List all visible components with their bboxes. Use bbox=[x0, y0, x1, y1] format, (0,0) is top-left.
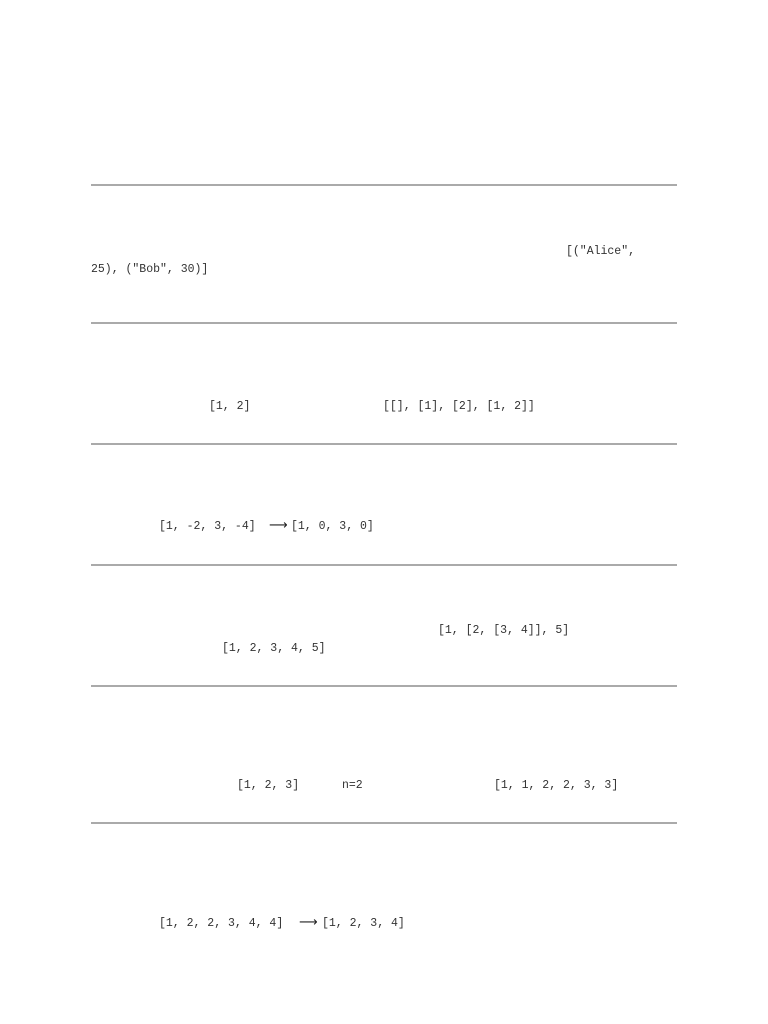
tuple-list-line-1: [("Alice", bbox=[566, 245, 636, 258]
replace-negatives-output: [1, 0, 3, 0] bbox=[291, 520, 374, 533]
divider bbox=[91, 322, 677, 324]
replace-negatives-input: [1, -2, 3, -4] bbox=[159, 520, 256, 533]
flatten-input: [1, [2, [3, 4]], 5] bbox=[438, 624, 570, 637]
divider bbox=[91, 564, 677, 566]
arrow-icon: ⟶ bbox=[299, 915, 318, 930]
divider bbox=[91, 443, 677, 445]
divider bbox=[91, 685, 677, 687]
divider bbox=[91, 822, 677, 824]
flatten-output: [1, 2, 3, 4, 5] bbox=[222, 642, 326, 655]
repeat-param: n=2 bbox=[342, 779, 363, 792]
divider bbox=[91, 184, 677, 186]
subsets-input: [1, 2] bbox=[209, 400, 251, 413]
tuple-list-line-2: 25), ("Bob", 30)] bbox=[91, 263, 209, 276]
dedupe-input: [1, 2, 2, 3, 4, 4] bbox=[159, 917, 284, 930]
repeat-output: [1, 1, 2, 2, 3, 3] bbox=[494, 779, 619, 792]
arrow-icon: ⟶ bbox=[269, 518, 288, 533]
dedupe-output: [1, 2, 3, 4] bbox=[322, 917, 405, 930]
subsets-output: [[], [1], [2], [1, 2]] bbox=[383, 400, 535, 413]
repeat-input: [1, 2, 3] bbox=[237, 779, 300, 792]
